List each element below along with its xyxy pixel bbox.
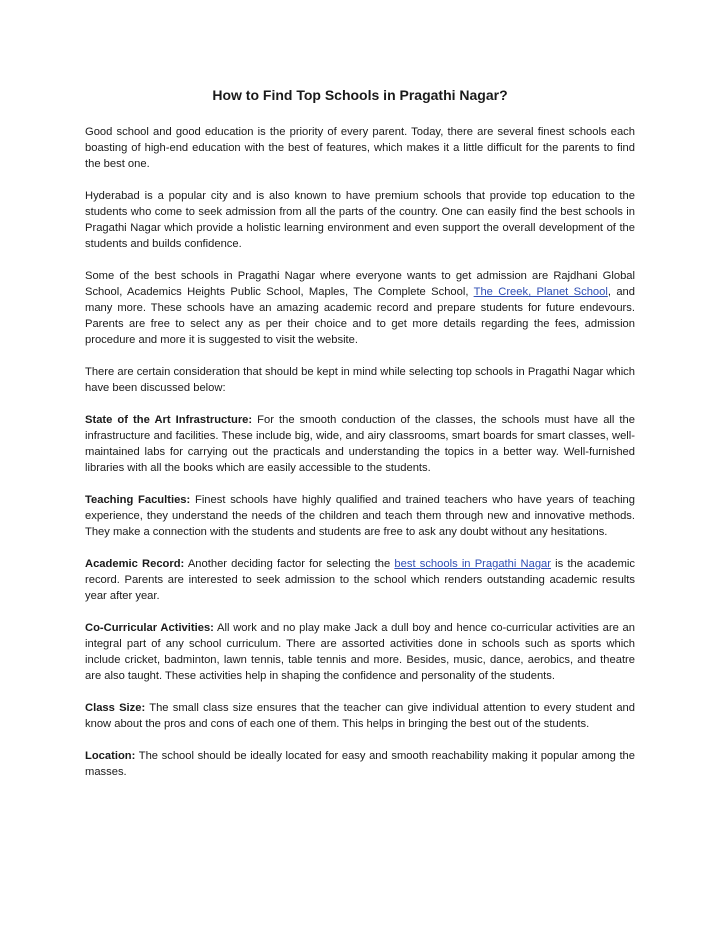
- best-schools-pragathi-nagar-link[interactable]: best schools in Pragathi Nagar: [394, 558, 551, 570]
- page-title: How to Find Top Schools in Pragathi Nagar?: [212, 87, 508, 103]
- creek-planet-school-link[interactable]: The Creek, Planet School: [473, 286, 608, 298]
- cocurricular-paragraph: [85, 620, 635, 684]
- classsize-label: Class Size:: [85, 702, 146, 714]
- academic-text-before: Another deciding factor for selecting the: [184, 558, 395, 570]
- faculties-label: Teaching Faculties:: [85, 494, 191, 506]
- infrastructure-paragraph: [85, 412, 635, 476]
- infrastructure-label: State of the Art Infrastructure:: [85, 414, 253, 426]
- faculties-text: Finest schools have highly qualified and trained teachers who have years of teaching experience, they understand the needs of the children and teach them through new and innovative methods. They make a connection with the students and students are free to ask any doubt without any hesitations.: [85, 494, 635, 538]
- best-schools-text-before: Some of the best schools in Pragathi Nagar where everyone wants to get admission are Rajdhani Global School, Academics Heights Public School, Maples, The Complete School,: [85, 270, 635, 298]
- faculties-paragraph: [85, 492, 635, 540]
- considerations-paragraph: There are certain consideration that should be kept in mind while selecting top schools in Pragathi Nagar which have been discussed below:: [85, 366, 635, 394]
- infrastructure-text: For the smooth conduction of the classes, the schools must have all the infrastructure and facilities. These include big, wide, and airy classrooms, smart boards for smart classes, well- maintained labs for carrying out the practicals and understanding the topics in a better way. Well-furnished libraries with all the books which are easily accessible to the students.: [85, 414, 635, 474]
- best-schools-text-after: , and many more. These schools have an amazing academic record and prepare students for future endevours. Parents are free to select any as per their choice and to get more details regarding the fees, admission procedure and more it is suggested to visit the website.: [85, 286, 635, 346]
- location-text: The school should be ideally located for easy and smooth reachability making it popular among the masses.: [85, 750, 635, 778]
- location-paragraph: [85, 748, 635, 780]
- classsize-text: The small class size ensures that the teacher can give individual attention to every student and know about the pros and cons of each one of them. This helps in bringing the best out of the students.: [85, 702, 635, 730]
- academic-label: Academic Record:: [85, 558, 185, 570]
- best-schools-paragraph: [85, 268, 635, 348]
- location-label: Location:: [85, 750, 136, 762]
- cocurricular-label: Co-Curricular Activities:: [85, 622, 214, 634]
- academic-paragraph: [85, 556, 635, 604]
- academic-text-after: is the academic record. Parents are interested to seek admission to the school which renders outstanding academic results year after year.: [85, 558, 635, 602]
- hyderabad-paragraph: Hyderabad is a popular city and is also known to have premium schools that provide top education to the students who come to seek admission from all the parts of the country. One can easily find the best schools in Pragathi Nagar which provide a holistic learning environment and even support the overall development of the students and builds confidence.: [85, 190, 635, 250]
- cocurricular-text: All work and no play make Jack a dull boy and hence co-curricular activities are an integral part of any school curriculum. There are assorted activities done in schools such as sports which include cricket, badminton, lawn tennis, table tennis and more. Besides, music, dance, aerobics, and theatre are also taught. These activities help in shaping the confidence and personality of the students.: [85, 622, 635, 682]
- intro-paragraph: Good school and good education is the priority of every parent. Today, there are several finest schools each boasting of high-end education with the best of features, which makes it a little difficult for the parents to find the best one.: [85, 126, 635, 170]
- classsize-paragraph: [85, 700, 635, 732]
